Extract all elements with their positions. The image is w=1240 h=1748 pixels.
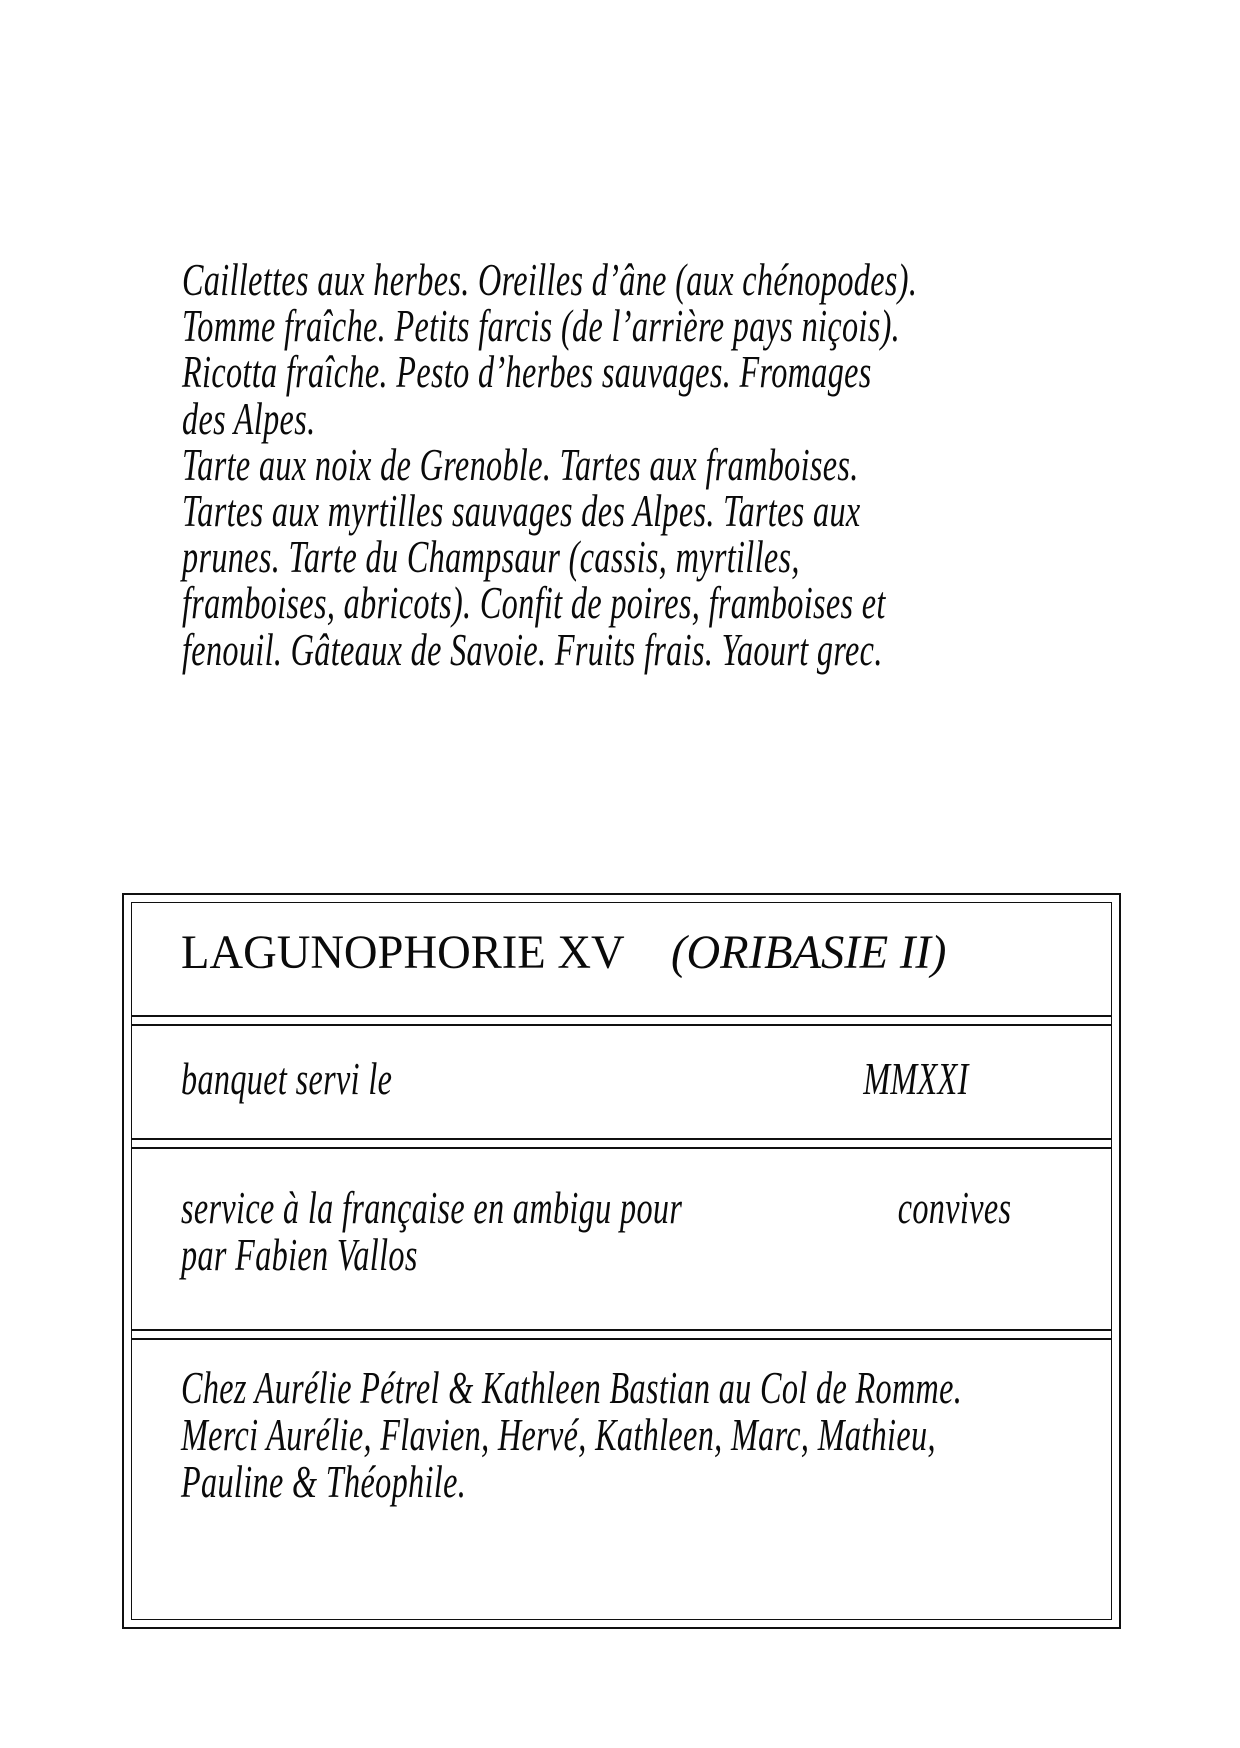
menu-line: Tomme fraîche. Petits farcis (de l’arrière pays niçois). bbox=[182, 300, 901, 352]
card-title-sub: (ORIBASIE II) bbox=[671, 926, 947, 979]
credits-line: Pauline & Théophile. bbox=[181, 1456, 467, 1507]
menu-line: Caillettes aux herbes. Oreilles d’âne (aux chénopodes). bbox=[182, 254, 918, 305]
menu-line: fenouil. Gâteaux de Savoie. Fruits frais. Yaourt grec. bbox=[182, 623, 883, 675]
menu-paragraph bbox=[182, 254, 1232, 675]
menu-line: des Alpes. bbox=[182, 392, 316, 444]
credits-section bbox=[132, 1340, 1111, 1619]
card-title-section bbox=[132, 903, 1111, 1015]
banquet-card-frame bbox=[122, 893, 1121, 1629]
section-divider bbox=[132, 1015, 1111, 1026]
banquet-served-label: banquet servi le bbox=[181, 1053, 393, 1104]
menu-line: Tarte aux noix de Grenoble. Tartes aux framboises. bbox=[182, 438, 859, 490]
section-divider bbox=[132, 1329, 1111, 1340]
banquet-year: MMXXI bbox=[863, 1053, 969, 1104]
section-divider bbox=[132, 1138, 1111, 1149]
menu-line: framboises, abricots). Confit de poires, framboises et bbox=[182, 577, 886, 629]
card-title-main: LAGUNOPHORIE XV bbox=[181, 926, 625, 979]
menu-line: Tartes aux myrtilles sauvages des Alpes. Tartes aux bbox=[182, 485, 861, 537]
banquet-card bbox=[131, 902, 1112, 1620]
credits-line: Chez Aurélie Pétrel & Kathleen Bastian au Col de Romme. bbox=[181, 1362, 963, 1413]
menu-line: Ricotta fraîche. Pesto d’herbes sauvages. Fromages bbox=[182, 346, 872, 398]
service-description: service à la française en ambigu pour bbox=[181, 1182, 683, 1233]
card-title bbox=[181, 928, 1111, 978]
menu-line: prunes. Tarte du Champsaur (cassis, myrtilles, bbox=[182, 531, 800, 583]
banquet-date-section bbox=[132, 1026, 1111, 1138]
service-author: par Fabien Vallos bbox=[181, 1229, 418, 1280]
service-convives-label: convives bbox=[897, 1182, 1011, 1233]
credits-line: Merci Aurélie, Flavien, Hervé, Kathleen, Marc, Mathieu, bbox=[181, 1409, 936, 1460]
service-section bbox=[132, 1149, 1111, 1329]
